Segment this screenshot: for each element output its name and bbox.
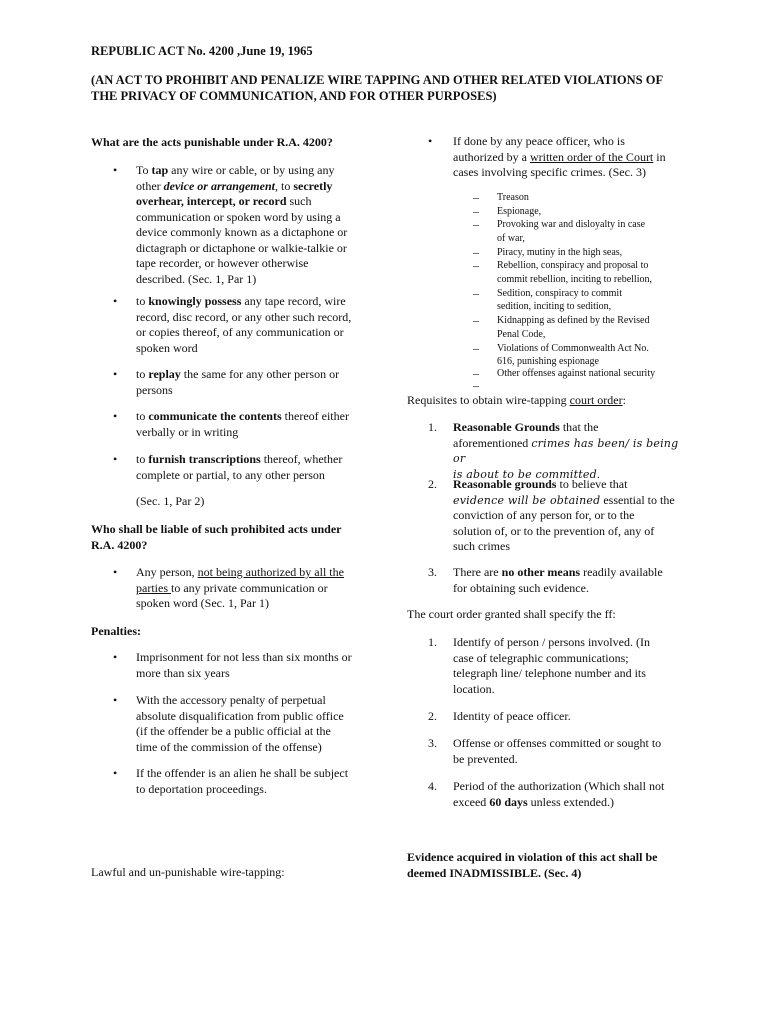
crime-item: Sedition, conspiracy to commit xyxy=(497,288,622,299)
crime-item-continued: commit rebellion, inciting to rebellion, xyxy=(497,274,652,285)
list-number: 1. xyxy=(428,635,437,649)
list-number: 2. xyxy=(428,477,437,491)
crime-item-continued: Penal Code, xyxy=(497,329,546,340)
list-number: 1. xyxy=(428,420,437,434)
crime-item: Kidnapping as defined by the Revised xyxy=(497,315,650,326)
crime-item: Other offenses against national security xyxy=(497,368,656,379)
list-item-possess: to knowingly possess any tape record, wire record, disc record, or any other such record, or copies thereof, of any communication or spoken word xyxy=(136,294,352,355)
crime-item: Espionage, xyxy=(497,206,542,217)
bullet-icon: • xyxy=(113,766,118,780)
list-number: 3. xyxy=(428,736,437,750)
question-liable-line1: Who shall be liable of such prohibited acts under xyxy=(91,522,342,536)
list-item-transcriptions: to furnish transcriptions thereof, whether complete or partial, to any other person xyxy=(136,452,343,482)
bullet-icon: • xyxy=(113,650,118,664)
dash-icon: – xyxy=(473,245,479,259)
penalty-imprisonment: Imprisonment for not less than six months or more than six years xyxy=(136,650,352,680)
crime-item: Violations of Commonwealth Act No. xyxy=(497,343,649,354)
dash-icon: – xyxy=(473,366,479,380)
dash-icon: – xyxy=(473,286,479,300)
list-item-communicate: to communicate the contents thereof either verbally or in writing xyxy=(136,409,349,439)
requisites-heading: Requisites to obtain wire-tapping court order: xyxy=(407,393,626,407)
question-liable-line2: R.A. 4200? xyxy=(91,538,148,552)
bullet-icon: • xyxy=(113,163,118,177)
list-item-peace-officer: If done by any peace officer, who is authorized by a written order of the Court in cases involving specific crimes. (Sec. 3) xyxy=(453,134,666,179)
evidence-inadmissible-line1: Evidence acquired in violation of this act shall be xyxy=(407,850,658,864)
bullet-icon: • xyxy=(113,409,118,423)
document-subtitle-line2: THE PRIVACY OF COMMUNICATION, AND FOR OTHER PURPOSES) xyxy=(91,89,497,103)
crime-item: Treason xyxy=(497,192,529,203)
evidence-inadmissible-line2: deemed INADMISSIBLE. (Sec. 4) xyxy=(407,866,582,880)
list-item-tap: To tap any wire or cable, or by using any other device or arrangement, to secretly overhear, intercept, or record such communication or spoken word by using a device commonly known as a dictaphone or dictagraph or dictaphone or walkie-talkie or tape recorder, or however otherwise described. (Sec. 1, Par 1) xyxy=(136,163,348,286)
section-reference: (Sec. 1, Par 2) xyxy=(136,494,205,508)
dash-icon: – xyxy=(473,258,479,272)
list-item-replay: to replay the same for any other person or persons xyxy=(136,367,340,397)
question-acts-punishable: What are the acts punishable under R.A. 4200? xyxy=(91,135,333,149)
penalty-deportation: If the offender is an alien he shall be subject to deportation proceedings. xyxy=(136,766,349,796)
list-number: 2. xyxy=(428,709,437,723)
bullet-icon: • xyxy=(113,693,118,707)
requisite-evidence: Reasonable grounds to believe that evidence will be obtained essential to the conviction of any person for, or to the solution of, or to the prevention of, any of such crimes xyxy=(453,477,675,553)
list-number: 3. xyxy=(428,565,437,579)
crime-item-continued: 616, punishing espionage xyxy=(497,356,599,367)
document-subtitle-line1: (AN ACT TO PROHIBIT AND PENALIZE WIRE TAPPING AND OTHER RELATED VIOLATIONS OF xyxy=(91,73,664,87)
crime-item: Rebellion, conspiracy and proposal to xyxy=(497,260,649,271)
bullet-icon: • xyxy=(113,565,118,579)
penalties-heading: Penalties: xyxy=(91,624,141,638)
dash-icon: – xyxy=(473,341,479,355)
bullet-icon: • xyxy=(113,294,118,308)
list-item-any-person: Any person, not being authorized by all the parties to any private communication or spoken word (Sec. 1, Par 1) xyxy=(136,565,344,610)
court-order-specify-heading: The court order granted shall specify the ff: xyxy=(407,607,616,621)
list-number: 4. xyxy=(428,779,437,793)
crime-item-continued: of war, xyxy=(497,233,525,244)
dash-icon: – xyxy=(473,378,479,392)
spec-identity-persons: Identify of person / persons involved. (In case of telegraphic communications; telegraph line/ telephone number and its location. xyxy=(453,635,650,696)
lawful-wiretapping-heading: Lawful and un-punishable wire-tapping: xyxy=(91,865,285,879)
dash-icon: – xyxy=(473,204,479,218)
spec-offense: Offense or offenses committed or sought to be prevented. xyxy=(453,736,662,766)
crime-item-continued: sedition, inciting to sedition, xyxy=(497,301,612,312)
spec-identity-officer: Identity of peace officer. xyxy=(453,709,571,723)
requisite-no-other-means: There are no other means readily available for obtaining such evidence. xyxy=(453,565,663,595)
dash-icon: – xyxy=(473,190,479,204)
crime-item: Piracy, mutiny in the high seas, xyxy=(497,247,623,258)
bullet-icon: • xyxy=(428,134,433,148)
penalty-disqualification: With the accessory penalty of perpetual absolute disqualification from public office (if the offender be a public official at the time of the commission of the offense) xyxy=(136,693,344,754)
spec-period: Period of the authorization (Which shall not exceed 60 days unless extended.) xyxy=(453,779,665,809)
crime-item: Provoking war and disloyalty in case xyxy=(497,219,646,230)
bullet-icon: • xyxy=(113,367,118,381)
dash-icon: – xyxy=(473,313,479,327)
bullet-icon: • xyxy=(113,452,118,466)
requisite-reasonable-grounds: Reasonable Grounds that the aforementioned crimes has been/ is being or is about to be committed. xyxy=(453,420,679,481)
document-title: REPUBLIC ACT No. 4200 ,June 19, 1965 xyxy=(91,44,313,58)
dash-icon: – xyxy=(473,217,479,231)
